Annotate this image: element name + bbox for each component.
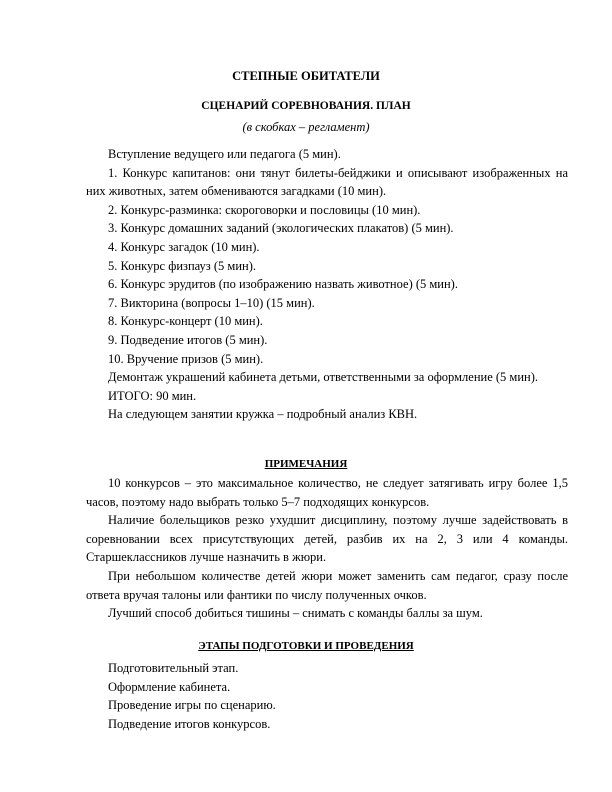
stages-heading: ЭТАПЫ ПОДГОТОВКИ И ПРОВЕДЕНИЯ bbox=[198, 640, 414, 652]
stages-list bbox=[86, 659, 568, 733]
scenario-item: ИТОГО: 90 мин. bbox=[108, 388, 197, 403]
scenario-item: Демонтаж украшений кабинета детьми, ответственными за оформление (5 мин). bbox=[108, 370, 538, 385]
document-subtitle: СЦЕНАРИЙ СОРЕВНОВАНИЯ. ПЛАН bbox=[201, 100, 411, 112]
document-title: СТЕПНЫЕ ОБИТАТЕЛИ bbox=[232, 69, 380, 83]
scenario-item: 2. Конкурс-разминка: скороговорки и пословицы (10 мин). bbox=[108, 202, 421, 217]
notes-heading: ПРИМЕЧАНИЯ bbox=[264, 458, 348, 470]
stage-item: Проведение игры по сценарию. bbox=[108, 698, 276, 713]
scenario-item: 7. Викторина (вопросы 1–10) (15 мин). bbox=[108, 295, 315, 310]
scenario-item: 8. Конкурс-концерт (10 мин). bbox=[108, 314, 263, 329]
note-paragraph: Наличие болельщиков резко ухудшит дисциплину, поэтому лучше задействовать в соревновании всех присутствующих детей, разбив их на 2, 3 или 4 команды. Старшеклассников лучше назначить в жюри. bbox=[86, 513, 568, 565]
scenario-item: 10. Вручение призов (5 мин). bbox=[108, 351, 264, 366]
notes-list bbox=[86, 474, 568, 623]
document-subnote: (в скобках – регламент) bbox=[242, 120, 370, 134]
stage-item: Подготовительный этап. bbox=[108, 661, 239, 675]
note-paragraph: 10 конкурсов – это максимальное количество, не следует затягивать игру более 1,5 часов, поэтому надо выбрать только 5–7 подходящих конкурсов. bbox=[86, 476, 568, 509]
scenario-item: 4. Конкурс загадок (10 мин). bbox=[108, 239, 260, 254]
note-paragraph: Лучший способ добиться тишины – снимать с команды баллы за шум. bbox=[108, 606, 483, 621]
scenario-item: 3. Конкурс домашних заданий (экологических плакатов) (5 мин). bbox=[108, 221, 454, 236]
scenario-item: На следующем занятии кружка – подробный анализ КВН. bbox=[108, 407, 418, 422]
stage-item: Оформление кабинета. bbox=[108, 679, 231, 694]
scenario-item: 1. Конкурс капитанов: они тянут билеты-бейджики и описывают изображенных на них животных, затем обмениваются загадками (10 мин). bbox=[86, 165, 568, 199]
scenario-item: Вступление ведущего или педагога (5 мин). bbox=[108, 147, 341, 161]
scenario-item: 6. Конкурс эрудитов (по изображению назвать животное) (5 мин). bbox=[108, 277, 458, 292]
scenario-list bbox=[86, 145, 568, 424]
scenario-item: 5. Конкурс физпауз (5 мин). bbox=[108, 258, 256, 273]
scenario-item: 9. Подведение итогов (5 мин). bbox=[108, 332, 268, 347]
stage-item: Подведение итогов конкурсов. bbox=[108, 716, 271, 731]
note-paragraph: При небольшом количестве детей жюри может заменить сам педагог, сразу после ответа вручая талоны или фантики по числу полученных очков. bbox=[86, 568, 568, 602]
